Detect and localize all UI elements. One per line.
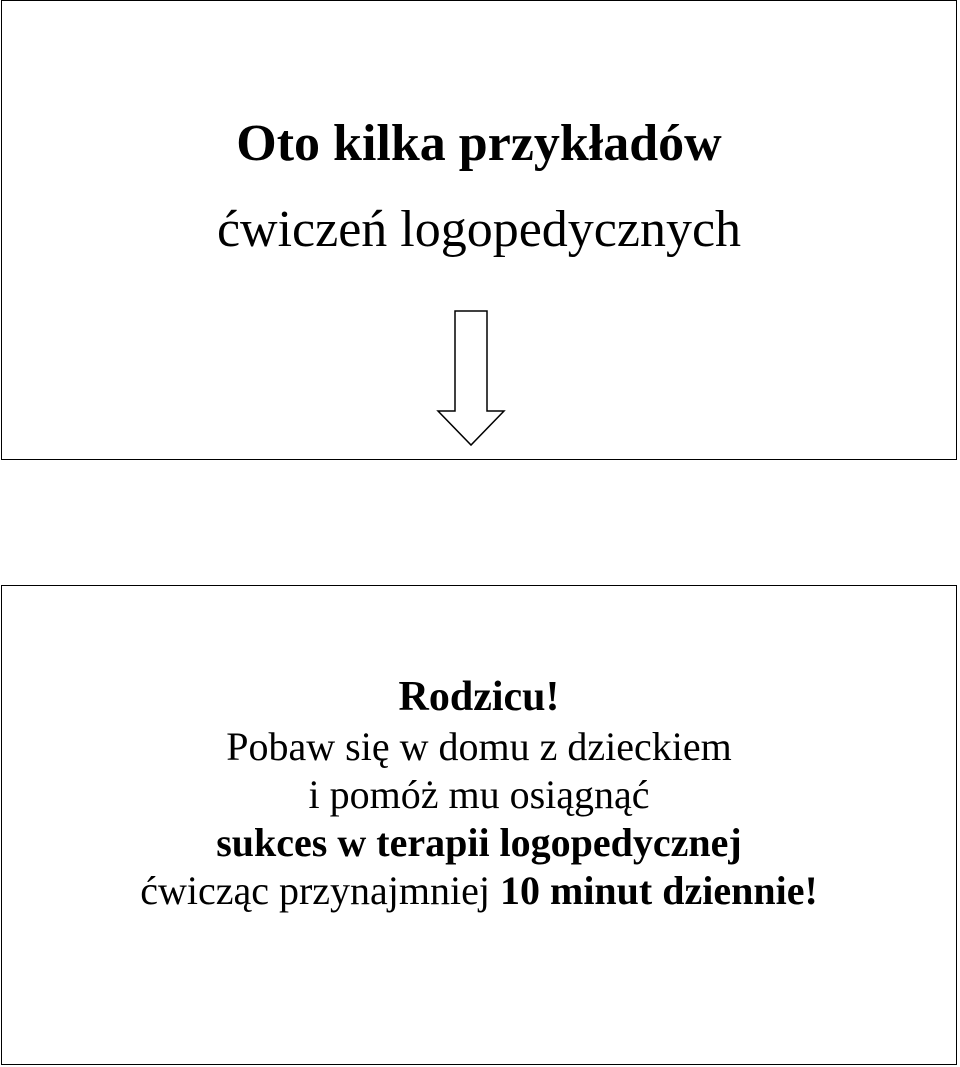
- slide-title: [2, 101, 956, 273]
- slide-bottom: [1, 585, 957, 1065]
- title-line-2: ćwiczeń logopedycznych: [216, 201, 742, 258]
- greeting: Rodzicu!: [398, 674, 560, 720]
- message-line-4: [2, 867, 956, 915]
- down-arrow-icon: [436, 309, 506, 447]
- parent-message: [2, 671, 956, 915]
- message-line-4-prefix: ćwicząc przynajmniej: [140, 868, 500, 913]
- message-line-2: i pomóż mu osiągnąć: [308, 772, 650, 817]
- slide-top: [1, 0, 957, 460]
- message-line-3: sukces w terapii logopedycznej: [216, 820, 742, 865]
- message-line-4-emphasis: 10 minut dziennie!: [500, 868, 818, 913]
- title-line-1: Oto kilka przykładów: [236, 115, 722, 172]
- message-line-1: Pobaw się w domu z dzieckiem: [226, 724, 732, 769]
